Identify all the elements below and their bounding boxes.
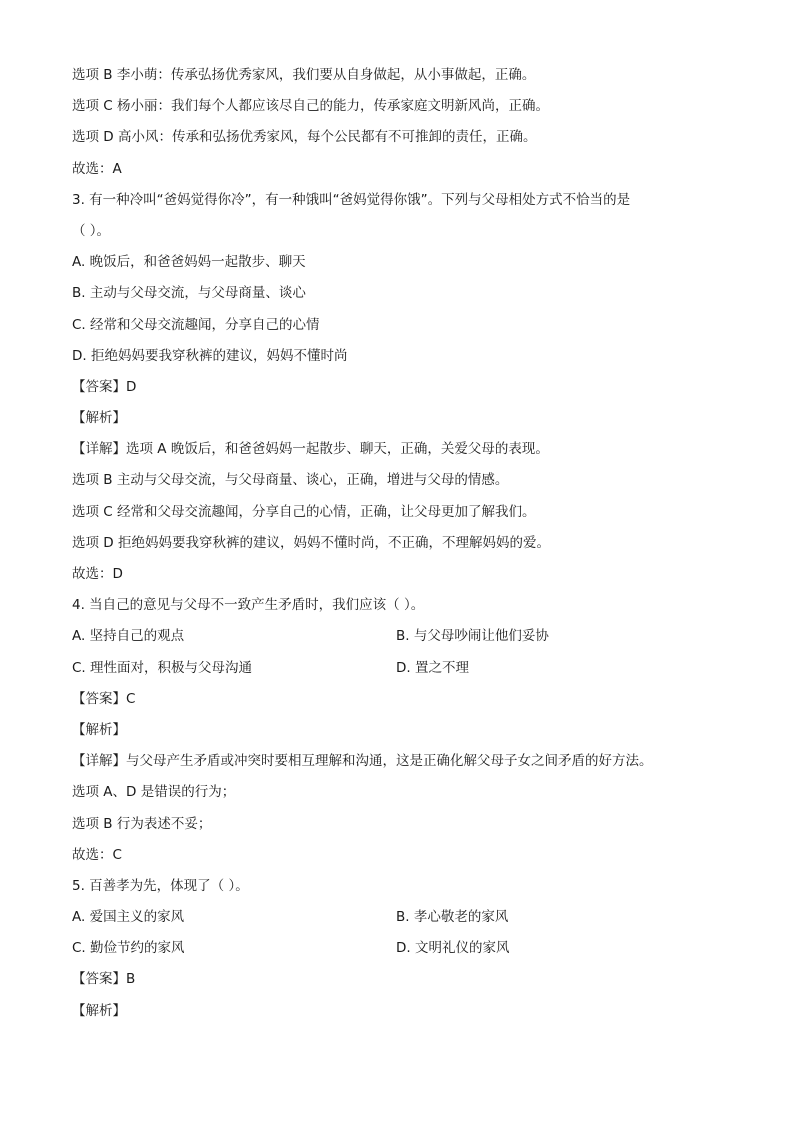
q3-explain-b: 选项 B 主动与父母交流，与父母商量、谈心，正确，增进与父母的情感。 [72, 472, 509, 489]
q5-option-b: B. 孝心敬老的家风 [396, 909, 509, 926]
q2-option-d-explanation: 选项 D 高小风：传承和弘扬优秀家风，每个公民都有不可推卸的责任，正确。 [72, 129, 537, 146]
q3-explain-c: 选项 C 经常和父母交流趣闻，分享自己的心情，正确，让父母更加了解我们。 [72, 503, 536, 520]
q5-options-row1 [72, 906, 732, 937]
q5-option-c: C. 勤俭节约的家风 [72, 940, 185, 957]
q4-answer: 【答案】C [72, 690, 136, 707]
q2-option-b-explanation: 选项 B 李小萌：传承弘扬优秀家风，我们要从自身做起，从小事做起，正确。 [72, 67, 536, 83]
q5-option-a: A. 爱国主义的家风 [72, 909, 185, 926]
q4-stem: 4. 当自己的意见与父母不一致产生矛盾时，我们应该（ ）。 [72, 597, 425, 614]
q3-option-c: C. 经常和父母交流趣闻，分享自己的心情 [72, 316, 320, 333]
q4-analysis-heading: 【解析】 [72, 721, 126, 738]
q4-option-c: C. 理性面对，积极与父母沟通 [72, 659, 253, 676]
q3-analysis-heading: 【解析】 [72, 410, 126, 427]
q5-stem: 5. 百善孝为先，体现了（ ）。 [72, 877, 249, 894]
q4-option-a: A. 坚持自己的观点 [72, 628, 185, 645]
q3-option-d: D. 拒绝妈妈要我穿秋裤的建议，妈妈不懂时尚 [72, 347, 348, 364]
q4-explain-ad: 选项 A、D 是错误的行为； [72, 784, 236, 801]
q3-explain-d: 选项 D 拒绝妈妈要我穿秋裤的建议，妈妈不懂时尚，不正确，不理解妈妈的爱。 [72, 534, 550, 551]
q3-stem-line2: （ ）。 [72, 222, 111, 239]
q3-option-a: A. 晚饭后，和爸爸妈妈一起散步、聊天 [72, 254, 306, 271]
q3-choice: 故选：D [72, 566, 123, 582]
q3-stem-line1: 3. 有一种冷叫“爸妈觉得你冷”，有一种饿叫“爸妈觉得你饿”。下列与父母相处方式不恰当的是 [72, 191, 631, 208]
q4-options-row2 [72, 657, 732, 688]
q3-option-b: B. 主动与父母交流，与父母商量、谈心 [72, 285, 306, 302]
q5-analysis-heading: 【解析】 [72, 1002, 126, 1019]
q3-answer: 【答案】D [72, 378, 137, 395]
q5-option-d: D. 文明礼仪的家风 [396, 940, 510, 957]
q4-explain-b: 选项 B 行为表述不妥； [72, 815, 212, 832]
q5-options-row2 [72, 937, 732, 968]
q4-options-row1 [72, 625, 732, 656]
q2-option-c-explanation: 选项 C 杨小丽：我们每个人都应该尽自己的能力，传承家庭文明新风尚，正确。 [72, 98, 550, 115]
q3-detail: 【详解】选项 A 晚饭后，和爸爸妈妈一起散步、聊天，正确，关爱父母的表现。 [72, 441, 549, 458]
q5-answer: 【答案】B [72, 971, 136, 988]
q4-choice: 故选：C [72, 846, 122, 863]
q4-detail: 【详解】与父母产生矛盾或冲突时要相互理解和沟通，这是正确化解父母子女之间矛盾的好方法。 [72, 753, 653, 770]
document-page [72, 64, 732, 1031]
q2-choice: 故选：A [72, 160, 122, 177]
q4-option-b: B. 与父母吵闹让他们妥协 [396, 628, 549, 645]
q4-option-d: D. 置之不理 [396, 659, 469, 676]
